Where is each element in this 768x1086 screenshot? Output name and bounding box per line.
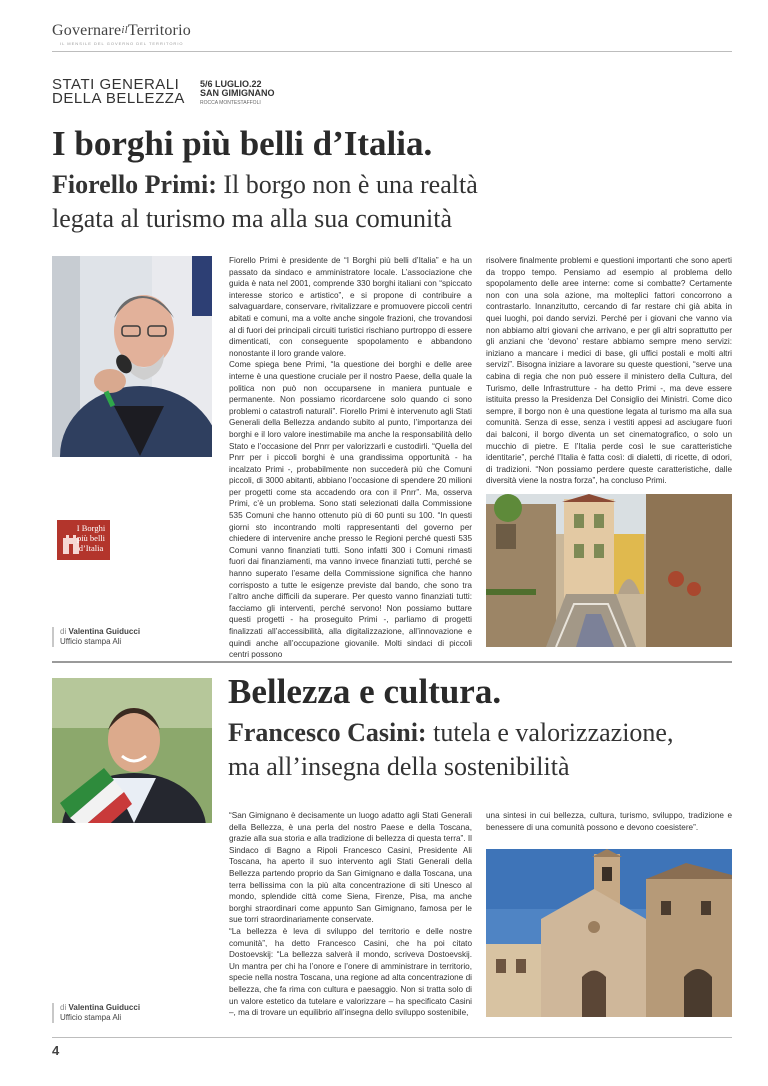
masthead-small: il [121,24,128,36]
article1-column2 [486,255,732,487]
article1-col1-p1: Fiorello Primi è presidente de “I Borghi più belli d’Italia” e ha un passato da sindaco e amministratore locale. L’associazione che guida è nata nel 2001, comprende 330 borghi italiani con “spiccato interesse storico e artistico”, e si propone di contribuire a salvaguardare, conservare, rivitalizzare e promuovere piccoli centri abitati e comuni, ma a volte anche singole frazioni, che trovandosi al di fuori dei principali circuiti turistici rischiano purtroppo di essere dimenticati, con conseguente spopolamento e abbandono nonostante il loro grande valore. [229,256,472,358]
byline-di: di [60,627,67,636]
event-title [52,78,185,106]
event-venue: ROCCA MONTESTAFFOLI [200,100,261,106]
article2-subtitle [228,716,748,784]
portrait-fiorello-primi [52,256,212,457]
logo-line2: più belli [76,533,106,543]
masthead-logo [52,22,191,40]
article-separator [52,661,732,663]
logo-line3: d’Italia [78,543,104,553]
event-city: SAN GIMIGNANO [200,88,275,98]
masthead-subtitle: IL MENSILE DEL GOVERNO DEL TERRITORIO [60,41,184,46]
event-line2: DELLA BELLEZZA [52,90,185,107]
masthead-part2: Territorio [127,22,191,39]
article1-column1 [229,255,472,661]
article1-subtitle [52,168,742,236]
article2-byline [52,1003,140,1023]
article2-column1 [229,810,472,1019]
church-photo [486,849,732,1017]
byline2-author: Valentina Guiducci [68,1003,141,1012]
article1-col2-text: risolvere finalmente problemi e questioni importanti che sono aperti da troppo tempo. Pensiamo ad esempio al problema dello spopolamento delle aree interne: come si combatte? Certamente non con una sola azione, ma molteplici fattori concorrono a contrastarlo. Innanzitutto, cercando di far restare chi già abita in quei luoghi, poi dando servizi. Perché per i giovani che vanno via non abbiamo altri giovani che arrivano, e per gli altri soprattutto per gli anziani che ‘devono’ restare abbiamo sempre meno servizi: iniziano a mancare i medici di base, gli uffici postali e molti altri servizi”. Bisogna iniziare a lavorare su queste questioni, “serve una cabina di regia che non può essere il ministero della Cultura, del Turismo, delle Infrastrutture - ha detto Primi -, ma deve essere istituita presso la Presidenza Del Consiglio dei Ministri. Come dico sempre, il borgo non è una questione legata al turismo ma alla sua comunità. Senza di esse, senza i vestiti appesi ad asciugare fuori dai balconi, il borgo diventa un set cinematografico, o solo un mucchio di pietre. E l’Italia perde così le sue caratteristiche identitarie”, perché l’Italia è fatta così: di dialetti, di ricette, di odori, di tradizioni. “Non possiamo perdere queste caratteristiche, dalle diversità viene la nostra forza”, ha concluso Primi. [486,256,732,486]
event-date-block [200,80,275,108]
top-rule [52,51,732,52]
borghi-logo-text [73,523,109,553]
article1-subtitle-rest1: Il borgo non è una realtà [216,170,478,199]
page-number: 4 [52,1043,60,1058]
article1-title: I borghi più belli d’Italia. [52,124,433,163]
article2-title: Bellezza e cultura. [228,672,502,711]
byline-author: Valentina Guiducci [68,627,141,636]
article1-col1-p2: Come spiega bene Primi, “la questione dei borghi e delle aree interne è una questione cruciale per il nostro Paese, della quale la politica non può non occuparsene in maniera puntuale e permanente. Non possiamo ricordarcene solo quando ci sono problemi o catastrofi naturali”. Fiorello Primi è intervenuto agli Stati Generali della Bellezza andando subito al punto, l’importanza dei borghi e il loro valore inestimabile ma anche la responsabilità dello Stato e l’occasione del Pnrr per valorizzarli e custodirli. “Quella del Pnrr per i piccoli borghi è una grandissima opportunità - ha incalzato Primi -, probabilmente non succederà più che Comuni piccoli, di 3000 abitanti, abbiano l’occasione di spendere 20 milioni per progetti come sta accadendo ora con il Pnrr”. Ma, osserva Primi, c’è un problema. Sono stati selezionati dalla Commissione 535 Comuni che hanno ottenuto più di 60 punti su 100. “In questi giorni sto incontrando molti rappresentanti del governo per chiedere di intervenire anche presso le Regioni perché questi 535 Comuni vanno finanziati tutti. Sono infatti 300 i Comuni rimasti fuori dai finanziamenti, ma vanno invece finanziati tutti, perché se hanno superato l’esame della Commissione significa che hanno corrisposto a tutte le esigenze previste dal bando, che sono tra l’altro anche difficili da superare. Per questo vanno finanziati tutti: facciamo gli interventi, perché servono! Non possiamo buttare questi progetti - ha proseguito Primi -, parliamo di progetti finalizzati all’accessibilità, alla digitalizzazione, all’innovazione e quindi anche all’occupazione giovanile. Molti sindaci di piccoli centri possono [229,360,472,660]
byline2-di: di [60,1003,67,1012]
article2-col1-p1: “San Gimignano è decisamente un luogo adatto agli Stati Generali della Bellezza, è una perla del nostro Paese e della Toscana, grazie alla sua storia e alla tradizione di bellezza di questa terra”. Il Sindaco di Bagno a Ripoli Francesco Casini, Presidente Ali Toscana, ha aperto il suo intervento agli Stati Generali della Bellezza partendo proprio da San Gimignano e dalla Toscana, una terra bellissima con la più alta concentrazione di siti Unesco al mondo, splendide città come Siena, Firenze, Pisa, ma anche borghi straordinari come appunto San Gimignano, famosa per le sue torri straordinariamente conservate. [229,811,472,925]
article1-subtitle-name: Fiorello Primi: [52,170,217,199]
bottom-rule [52,1037,732,1038]
article2-column2 [486,810,732,833]
article1-byline [52,627,140,647]
event-line1: STATI GENERALI [52,76,180,93]
article1-subtitle-rest2: legata al turismo ma alla sua comunità [52,204,452,233]
portrait-francesco-casini [52,678,212,823]
article2-col2-text: una sintesi in cui bellezza, cultura, turismo, sviluppo, tradizione e benessere di una comunità possono e devono coesistere”. [486,811,732,832]
byline2-office: Ufficio stampa Ali [60,1013,122,1022]
byline-office: Ufficio stampa Ali [60,637,122,646]
article2-subtitle-rest1: tutela e valorizzazione, [426,718,674,747]
event-date: 5/6 LUGLIO.22 [200,79,262,89]
village-street-photo [486,494,732,647]
article2-subtitle-name: Francesco Casini: [228,718,427,747]
article2-col1-p2: “La bellezza è leva di sviluppo del territorio e delle nostre comunità”, ha detto Francesco Casini, che ha poi citato Dostoevskij: “La bellezza salverà il mondo, scriveva Dostoevskij. Un mantra per chi ha l’onore e l’onere di amministrare in territorio, specie nella nostra Toscana, una regione ad alta concentrazione di bellezza, che fa rima con cultura e paesaggio. Non si tratta solo di un valore estetico da tutelare e valorizzare – ha specificato Casini –, ma di trovare un equilibrio all’insegna dello sviluppo sostenibile, [229,926,472,1018]
article2-subtitle-rest2: ma all’insegna della sostenibilità [228,752,570,781]
logo-line1: I Borghi [76,523,106,533]
masthead-part1: Governare [52,22,122,39]
